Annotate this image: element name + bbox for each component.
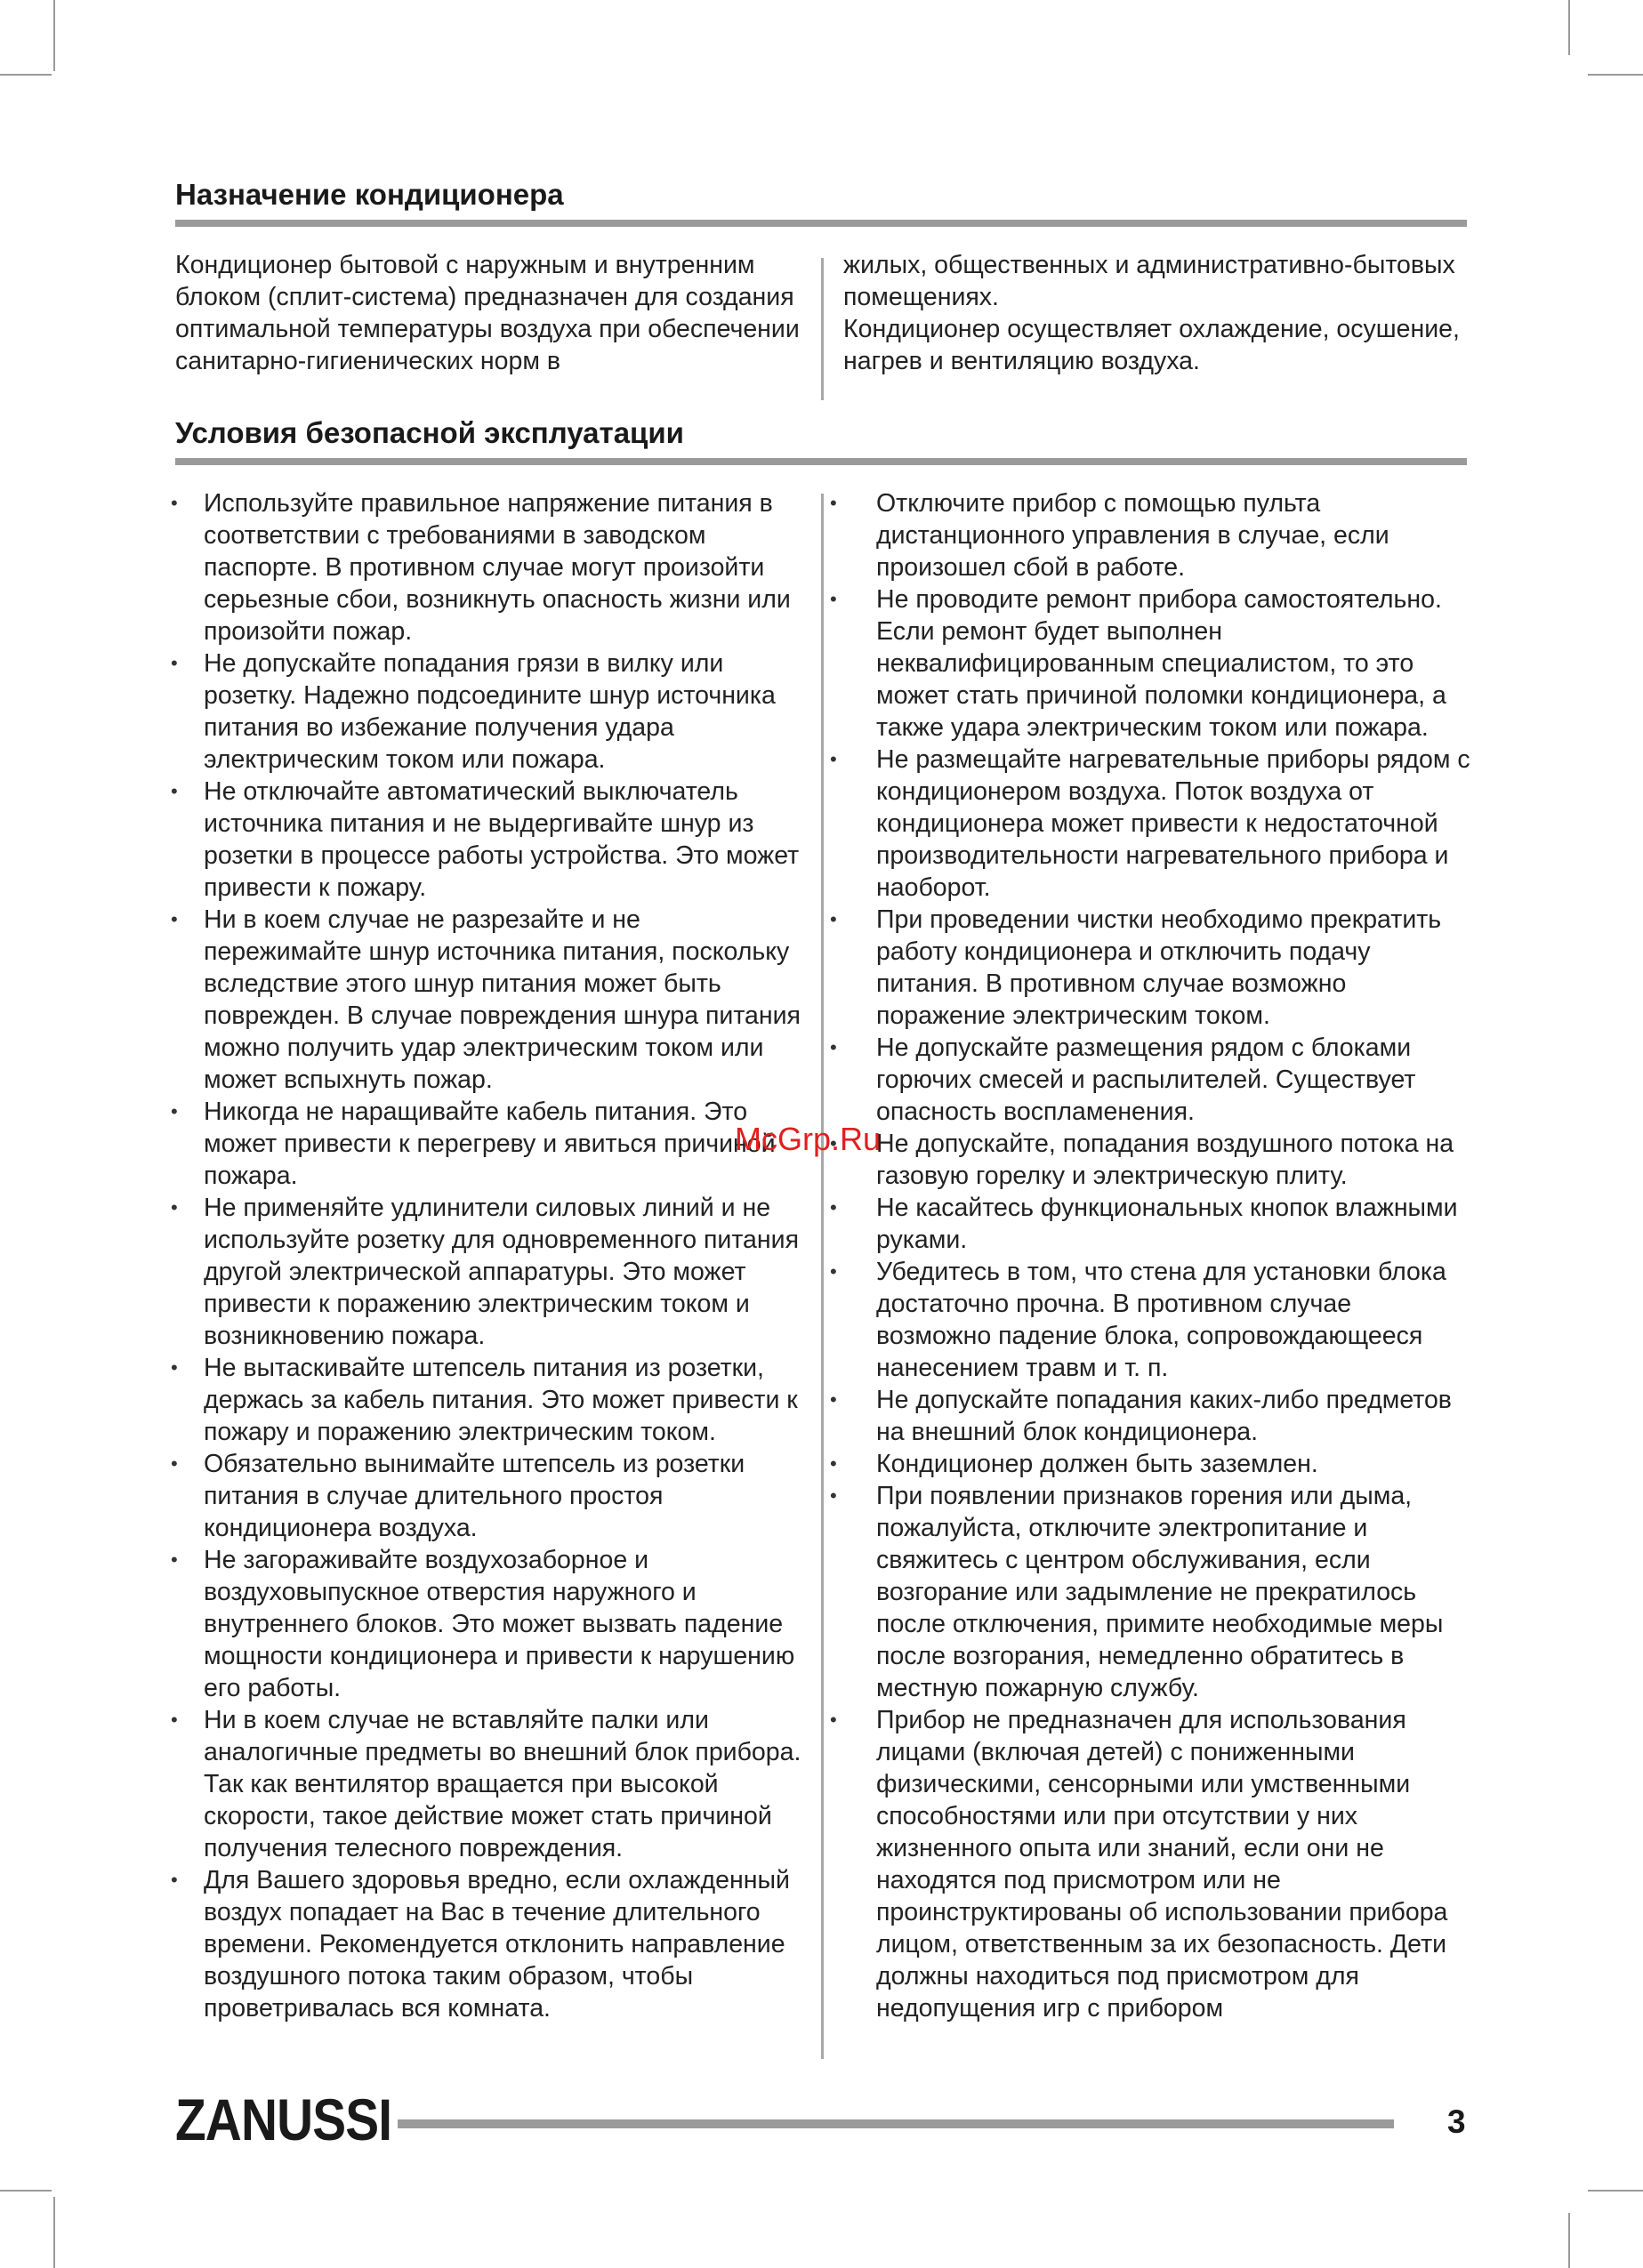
list-item: • Прибор не предназначен для использования лицами (включая детей) с пониженными физическими, сенсорными или умственными способностями или при отсутствии у них жизненного опыта или знаний, если они не находятся под присмотром или не проинструктированы об использовании прибора лицом, ответственным за их безопасность. Дети должны находиться под присмотром для недопущения игр с прибором — [834, 1704, 1473, 2024]
list-item: • Не допускайте размещения рядом с блоками горючих смесей и распылителей. Существует опасность воспламенения. — [834, 1032, 1473, 1128]
column-divider — [821, 494, 824, 2059]
purpose-text: Кондиционер бытовой с наружным и внутренним блоком (сплит-система) предназначен для создания оптимальной температуры воздуха при обеспечении санитарно-гигиенических норм в — [175, 251, 800, 375]
brand-logo: ZANUSSI — [175, 2087, 392, 2152]
safety-left-column — [171, 487, 804, 2024]
list-item: • Не вытаскивайте штепсель питания из розетки, держась за кабель питания. Это может привести к пожару и поражению электрическим током. — [171, 1352, 804, 1448]
list-item: • Кондиционер должен быть заземлен. — [834, 1448, 1473, 1480]
safety-right-column — [834, 487, 1473, 2024]
purpose-right-column — [843, 249, 1470, 377]
list-item: • Никогда не наращивайте кабель питания. Это может привести к перегреву и явиться причиной пожара. — [171, 1096, 804, 1192]
list-item: • Обязательно вынимайте штепсель из розетки питания в случае длительного простоя кондиционера воздуха. — [171, 1448, 804, 1544]
list-item: • Не касайтесь функциональных кнопок влажными руками. — [834, 1192, 1473, 1256]
purpose-section-title: Назначение кондиционера — [175, 178, 564, 211]
safety-list-left — [171, 487, 804, 2024]
list-item: • Не применяйте удлинители силовых линий и не используйте розетку для одновременного питания другой электрической аппаратуры. Это может привести к поражению электрическим током и возникновению пожара. — [171, 1192, 804, 1352]
list-item: • Для Вашего здоровья вредно, если охлажденный воздух попадает на Вас в течение длительного времени. Рекомендуется отклонить направление воздушного потока таким образом, чтобы проветривалась вся комната. — [171, 1864, 804, 2024]
list-item: • Убедитесь в том, что стена для установки блока достаточно прочна. В противном случае возможно падение блока, сопровождающееся нанесением травм и т. п. — [834, 1256, 1473, 1384]
list-item: • При проведении чистки необходимо прекратить работу кондиционера и отключить подачу питания. В противном случае возможно поражение электрическим током. — [834, 904, 1473, 1032]
list-item: • При появлении признаков горения или дыма, пожалуйста, отключите электропитание и свяжитесь с центром обслуживания, если возгорание или задымление не прекратилось после отключения, примите необходимые меры после возгорания, немедленно обратитесь в местную пожарную службу. — [834, 1480, 1473, 1704]
safety-list-right — [834, 487, 1473, 2024]
list-item: • Не размещайте нагревательные приборы рядом с кондиционером воздуха. Поток воздуха от кондиционера может привести к недостаточной производительности нагревательного прибора и наоборот. — [834, 744, 1473, 904]
list-item: • Ни в коем случае не вставляйте палки или аналогичные предметы во внешний блок прибора. Так как вентилятор вращается при высокой скорости, такое действие может стать причиной получения телесного повреждения. — [171, 1704, 804, 1864]
list-item: • Не проводите ремонт прибора самостоятельно. Если ремонт будет выполнен неквалифицированным специалистом, то это может стать причиной поломки кондиционера, а также удара электрическим током или пожара. — [834, 583, 1473, 744]
column-divider — [821, 258, 824, 400]
footer-rule — [398, 2119, 1394, 2128]
safety-section-title: Условия безопасной эксплуатации — [175, 416, 684, 449]
list-item: • Ни в коем случае не разрезайте и не пережимайте шнур источника питания, поскольку вследствие этого шнур питания может быть поврежден. В случае повреждения шнура питания можно получить удар электрическим током или может вспыхнуть пожар. — [171, 904, 804, 1096]
crop-mark — [1568, 0, 1570, 55]
list-item: • Не допускайте, попадания воздушного потока на газовую горелку и электрическую плиту. — [834, 1128, 1473, 1192]
crop-mark — [0, 2190, 52, 2192]
purpose-text: Кондиционер осуществляет охлаждение, осушение, нагрев и вентиляцию воздуха. — [843, 315, 1460, 375]
crop-mark — [1568, 2213, 1570, 2268]
section-rule — [175, 458, 1467, 465]
page-number: 3 — [1447, 2103, 1466, 2140]
crop-mark — [1588, 2190, 1643, 2192]
crop-mark — [1588, 74, 1643, 76]
purpose-text: жилых, общественных и административно-бытовых помещениях. — [843, 251, 1455, 311]
list-item: • Отключите прибор с помощью пульта дистанционного управления в случае, если произошел сбой в работе. — [834, 487, 1473, 583]
crop-mark — [0, 74, 52, 76]
list-item: • Не загораживайте воздухозаборное и воздуховыпускное отверстия наружного и внутреннего блоков. Это может вызвать падение мощности кондиционера и привести к нарушению его работы. — [171, 1544, 804, 1704]
section-rule — [175, 220, 1467, 227]
purpose-left-column — [175, 249, 802, 377]
crop-mark — [53, 2197, 55, 2268]
watermark: McGrp.Ru — [735, 1121, 882, 1157]
list-item: • Не отключайте автоматический выключатель источника питания и не выдергивайте шнур из розетки в процессе работы устройства. Это может привести к пожару. — [171, 776, 804, 904]
list-item: • Не допускайте попадания грязи в вилку или розетку. Надежно подсоедините шнур источника питания во избежание получения удара электрическим током или пожара. — [171, 647, 804, 776]
list-item: • Не допускайте попадания каких-либо предметов на внешний блок кондиционера. — [834, 1384, 1473, 1448]
list-item: • Используйте правильное напряжение питания в соответствии с требованиями в заводском паспорте. В противном случае могут произойти серьезные сбои, возникнуть опасность жизни или произойти пожар. — [171, 487, 804, 647]
crop-mark — [53, 0, 55, 71]
